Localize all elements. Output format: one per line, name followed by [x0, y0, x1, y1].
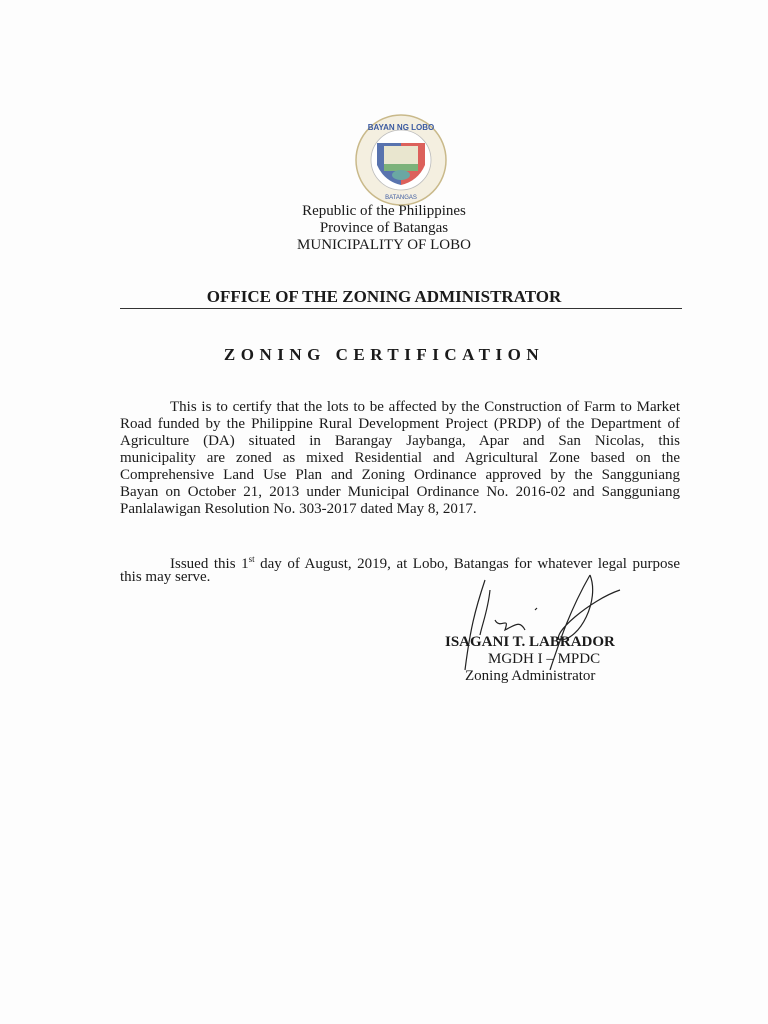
signatory-position: MGDH I – MPDC	[488, 651, 601, 667]
issued-line-2: this may serve.	[120, 569, 211, 585]
header-divider	[120, 308, 682, 309]
body-line: Agriculture (DA) situated in Barangay Jaybanga, Apar and San Nicolas, this	[120, 433, 680, 449]
body-line: Panlalawigan Resolution No. 303-2017 dated May 8, 2017.	[120, 501, 477, 517]
svg-text:BAYAN NG LOBO: BAYAN NG LOBO	[367, 123, 435, 132]
issued-sup: st	[248, 554, 255, 564]
body-line: Comprehensive Land Use Plan and Zoning Ordinance approved by the Sangguniang	[120, 467, 680, 483]
body-line: municipality are zoned as mixed Residential and Agricultural Zone based on the	[120, 450, 680, 466]
svg-text:BATANGAS: BATANGAS	[385, 195, 417, 201]
signatory-name: ISAGANI T. LABRADOR	[445, 634, 615, 650]
body-line: This is to certify that the lots to be affected by the Construction of Farm to Market	[170, 399, 680, 415]
body-line: Road funded by the Philippine Rural Development Project (PRDP) of the Department of	[120, 416, 680, 432]
signatory-title: Zoning Administrator	[465, 668, 596, 684]
document-title: ZONING CERTIFICATION	[223, 345, 545, 364]
header-province: Province of Batangas	[319, 220, 449, 236]
body-line: Bayan on October 21, 2013 under Municipal Ordinance No. 2016-02 and Sangguniang	[120, 484, 680, 500]
office-title: OFFICE OF THE ZONING ADMINISTRATOR	[206, 287, 562, 306]
issued-pre: Issued this 1	[170, 556, 249, 572]
municipal-seal-logo	[354, 113, 448, 207]
header-municipality: MUNICIPALITY OF LOBO	[297, 237, 471, 253]
issued-post: day of August, 2019, at Lobo, Batangas for whatever legal purpose	[254, 556, 680, 572]
signature-mark	[440, 570, 640, 680]
header-republic: Republic of the Philippines	[302, 203, 466, 219]
